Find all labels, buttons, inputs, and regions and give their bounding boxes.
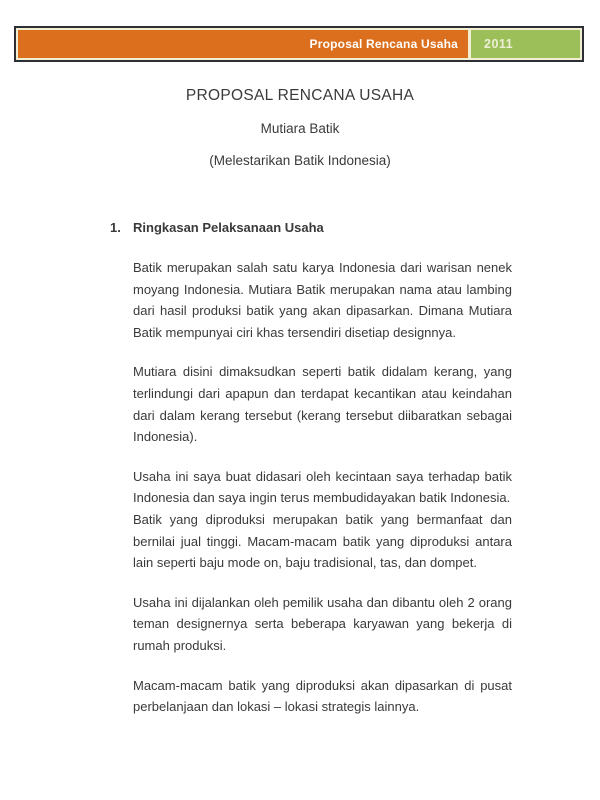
paragraph: Usaha ini dijalankan oleh pemilik usaha dan dibantu oleh 2 orang teman designernya serta beberapa karyawan yang bekerja di rumah produksi. [133,594,512,653]
paragraph: Usaha ini saya buat didasari oleh kecintaan saya terhadap batik Indonesia dan saya ingin terus membudidayakan batik Indonesia. [133,468,512,506]
banner-title-cell [18,30,468,58]
page-subtitle: Mutiara Batik [260,121,340,136]
banner-year-cell [471,30,580,58]
paragraph: Macam-macam batik yang diproduksi akan dipasarkan di pusat perbelanjaan dan lokasi – lokasi strategis lainnya. [133,677,512,715]
page-tagline: (Melestarikan Batik Indonesia) [209,153,391,168]
paragraph: Batik merupakan salah satu karya Indonesia dari warisan nenek moyang Indonesia. Mutiara Batik merupakan nama atau lambing dari hasil produksi batik yang akan dipasarkan. Dimana Mutiara Batik mempunyai ciri khas tersendiri disetiap designnya. [133,260,512,340]
banner-year-label: 2011 [484,37,514,51]
section-heading [110,217,512,239]
page-title: PROPOSAL RENCANA USAHA [185,87,415,104]
header-banner [14,26,584,62]
paragraph: Mutiara disini dimaksudkan seperti batik didalam kerang, yang terlindungi dari apapun dan terdapat kecantikan atau keindahan dari dalam kerang tersebut (kerang tersebut diibaratkan sebagai Indonesia). [133,364,512,445]
section-heading-label: Ringkasan Pelaksanaan Usaha [133,220,324,235]
document-body [110,217,512,718]
section-number: 1. [110,220,121,235]
banner-doc-label: Proposal Rencana Usaha [309,37,458,51]
paragraph: Batik yang diproduksi merupakan batik yang bermanfaat dan bernilai jual tinggi. Macam-macam batik yang diproduksi antara lain seperti baju mode on, baju tradisional, tas, dan dompet. [133,511,512,571]
